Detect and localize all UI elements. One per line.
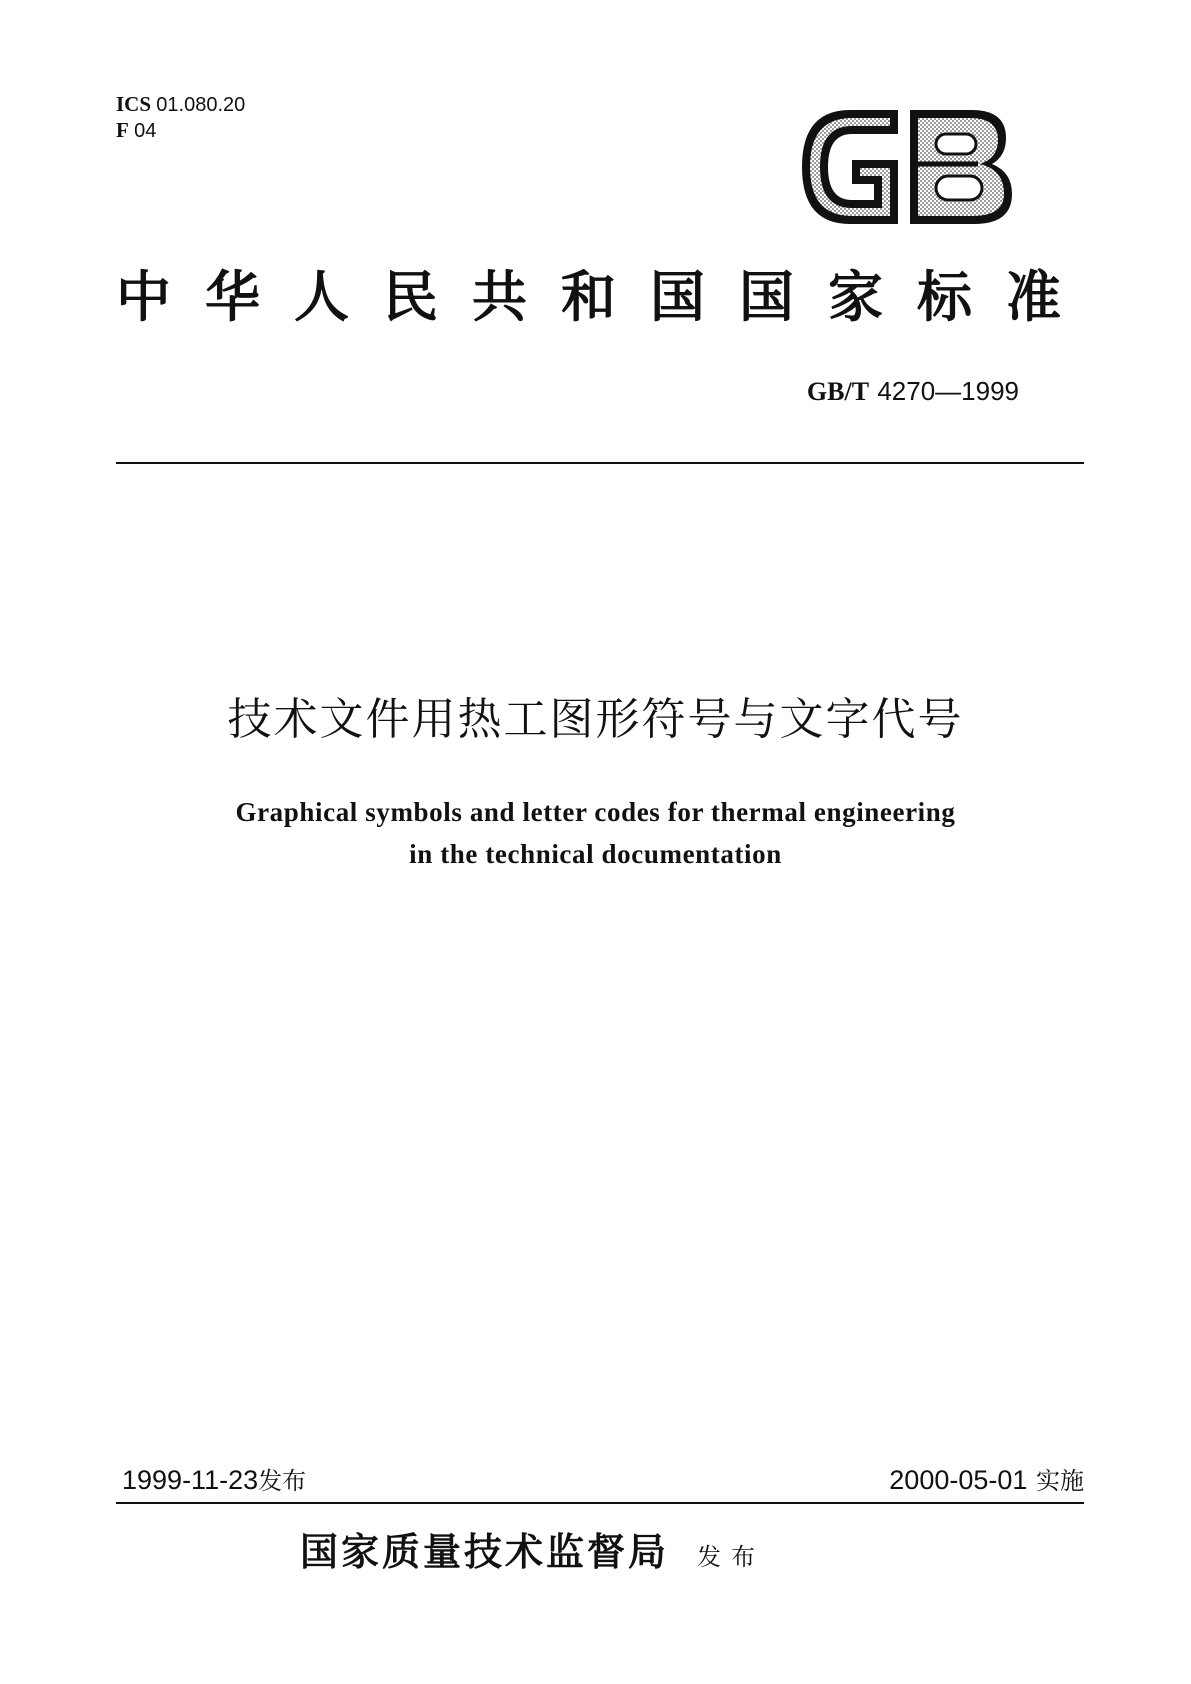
national-standard-heading: 中华人民共和国国家标准 (116, 264, 1096, 329)
header-divider (116, 462, 1084, 464)
issuer-name: 国家质量技术监督局 (300, 1529, 670, 1574)
standard-code: 4270—1999 (877, 376, 1019, 406)
implement-date (889, 1463, 1084, 1498)
f-line (116, 118, 245, 144)
footer-divider (116, 1502, 1084, 1504)
title-english-line1: Graphical symbols and letter codes for thermal engineering (235, 797, 956, 827)
issue-date-value: 1999-11-23 (122, 1465, 259, 1495)
ics-label: ICS (116, 92, 152, 116)
f-code: 04 (134, 120, 157, 142)
issuer-action: 发布 (697, 1543, 766, 1571)
implement-date-value: 2000-05-01 (889, 1465, 1028, 1495)
f-label: F (116, 118, 129, 142)
title-chinese: 技术文件用热工图形符号与文字代号 (227, 694, 964, 745)
title-english-line2: in the technical documentation (409, 839, 782, 869)
issue-date (122, 1463, 306, 1498)
issue-date-label: 发布 (258, 1467, 307, 1495)
implement-date-label: 实施 (1036, 1467, 1084, 1495)
ics-code: 01.080.20 (156, 94, 246, 116)
standard-number (807, 376, 1019, 407)
standard-prefix: GB/T (806, 377, 870, 406)
gb-logo-icon (802, 110, 1012, 224)
classification-codes (116, 92, 245, 144)
issuer (300, 1526, 920, 1583)
ics-line (116, 92, 245, 118)
